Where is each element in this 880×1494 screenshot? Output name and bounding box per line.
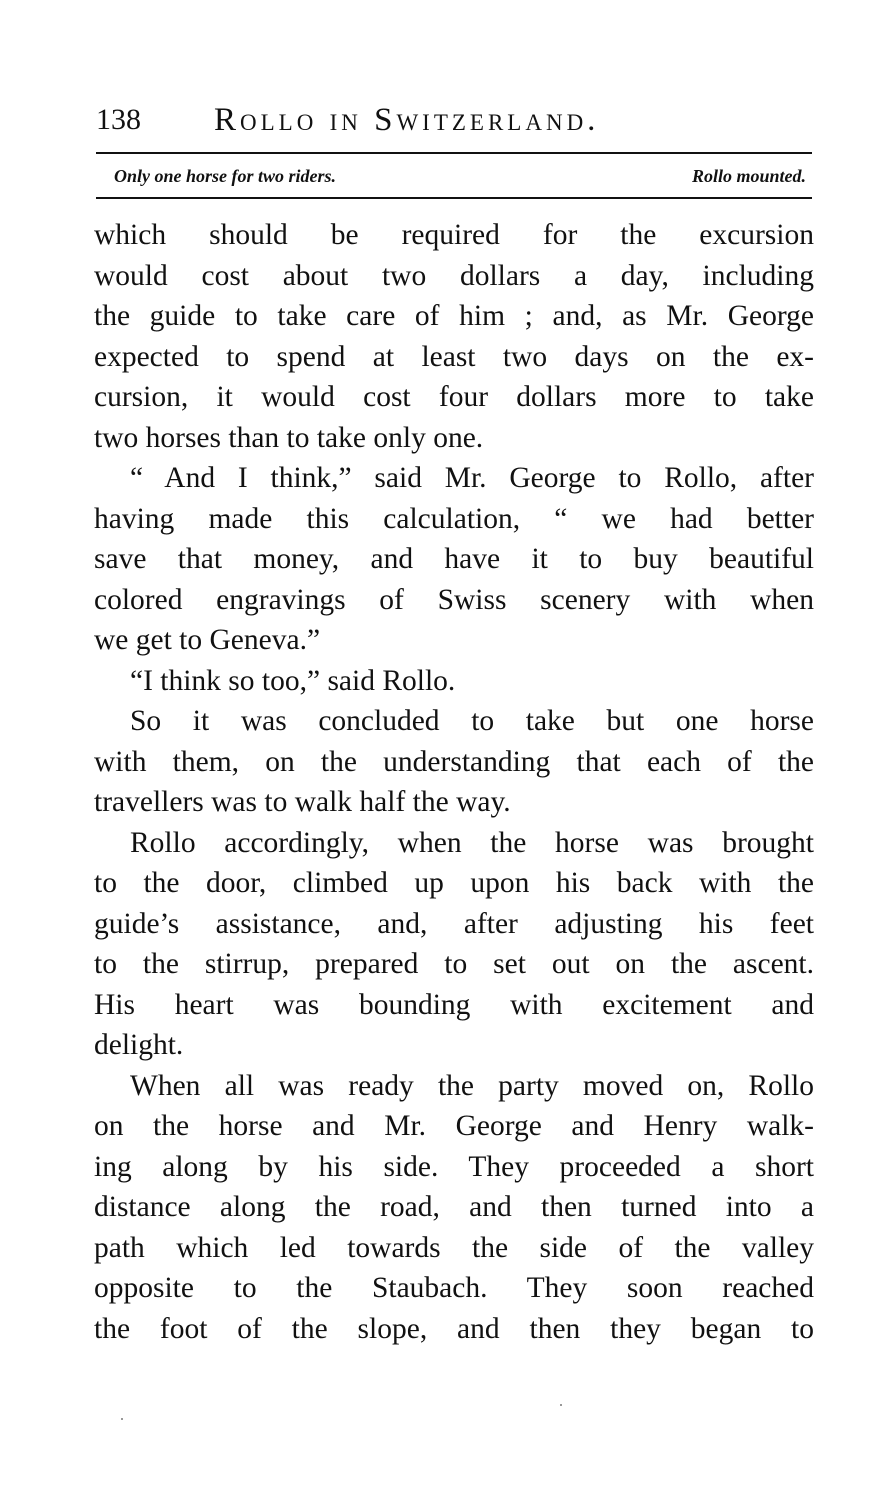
text-line: delight. [94, 1029, 184, 1061]
page-number: 138 [96, 103, 141, 136]
text-line: to the stirrup, prepared to set out on the ascent. [94, 948, 814, 980]
text-line: ing along by his side. They proceeded a short [94, 1150, 814, 1183]
paper-speck [560, 1404, 562, 1406]
text-line: we get to Geneva.” [94, 624, 321, 656]
running-head [96, 96, 812, 144]
paper-speck [121, 1418, 123, 1420]
text-line: path which led towards the side of the valley [94, 1231, 814, 1264]
text-line: to the door, climbed up upon his back with the [94, 867, 814, 899]
text-line: Rollo accordingly, when the horse was brought [130, 826, 814, 859]
text-line: with them, on the understanding that each of the [94, 745, 814, 778]
text-line: cursion, it would cost four dollars more to take [94, 381, 814, 413]
book-title: Rollo in Switzerland. [214, 102, 600, 138]
text-line: two horses than to take only one. [94, 421, 484, 454]
text-line: So it was concluded to take but one horse [130, 705, 814, 737]
page-headline [96, 160, 812, 192]
text-line: opposite to the Staubach. They soon reached [94, 1272, 814, 1304]
header-rule-bottom [96, 197, 812, 199]
text-line: having made this calculation, “ we had better [94, 502, 814, 535]
text-line: would cost about two dollars a day, including [94, 259, 814, 292]
text-line: on the horse and Mr. George and Henry walk- [94, 1110, 814, 1142]
text-line: travellers was to walk half the way. [94, 786, 511, 818]
text-line: expected to spend at least two days on the ex- [94, 340, 814, 373]
text-line: “ And I think,” said Mr. George to Rollo, after [130, 462, 814, 494]
text-line: which should be required for the excursion [94, 219, 814, 251]
text-line: guide’s assistance, and, after adjusting his feet [94, 907, 814, 940]
body-text [94, 215, 814, 1349]
text-line: His heart was bounding with excitement and [94, 988, 814, 1021]
headline-left: Only one horse for two riders. [114, 166, 337, 186]
headline-right: Rollo mounted. [691, 166, 806, 186]
text-line: When all was ready the party moved on, Rollo [130, 1069, 814, 1102]
text-line: colored engravings of Swiss scenery with when [94, 583, 814, 616]
text-line: distance along the road, and then turned into a [94, 1191, 814, 1223]
text-line: the guide to take care of him ; and, as Mr. George [94, 300, 814, 332]
header-rule-top [96, 152, 812, 154]
text-line: “I think so too,” said Rollo. [130, 664, 456, 697]
text-line: save that money, and have it to buy beautiful [94, 543, 814, 575]
text-line: the foot of the slope, and then they began to [94, 1312, 814, 1345]
